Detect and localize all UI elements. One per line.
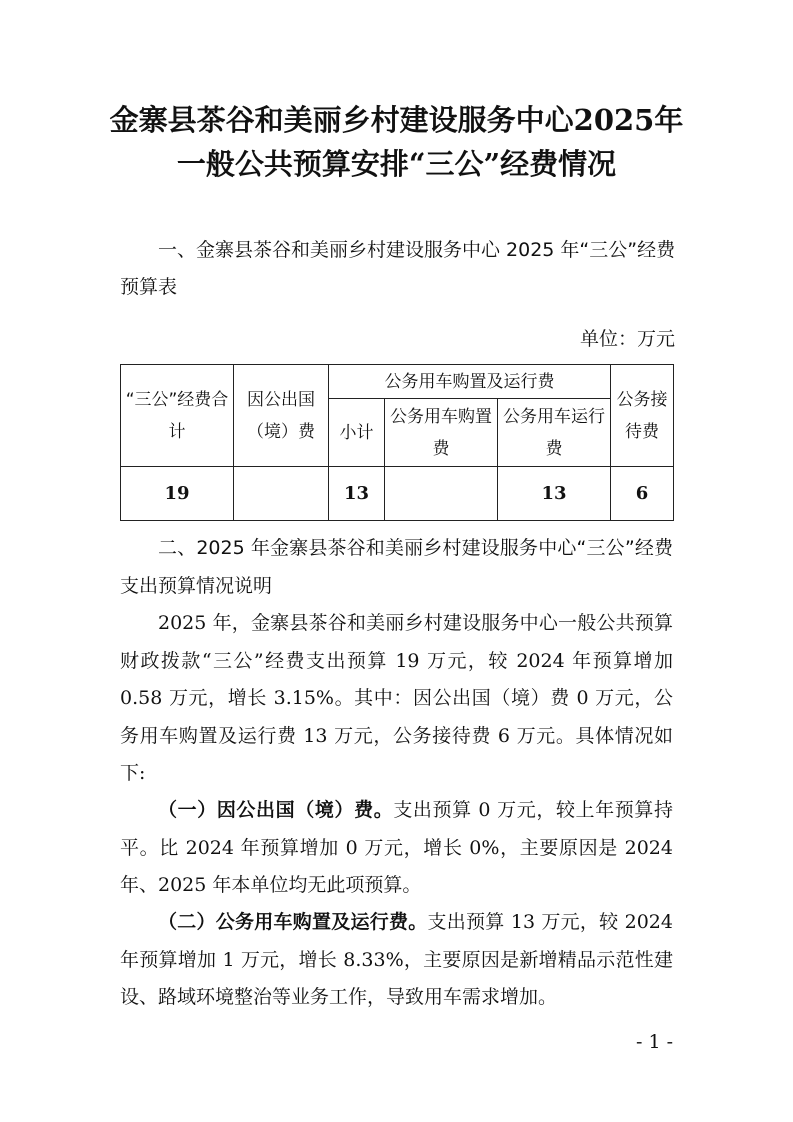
header-operation: 公务用车运行费 [498, 399, 611, 467]
item2-text: 支出预算 13 万元，较 2024 年预算增加 1 万元，增长 8.33%，主要原因是新增精品示范性建设、路域环境整治等业务工作，导致用车需求增加。 [120, 911, 673, 1008]
budget-table [120, 364, 674, 521]
header-vehicle-group: 公务用车购置及运行费 [329, 365, 611, 399]
title-line-2: 一般公共预算安排“三公”经费情况 [176, 147, 617, 181]
table-row [121, 467, 674, 521]
cell-operation: 13 [498, 467, 611, 521]
section2-intro: 2025 年，金寨县茶谷和美丽乡村建设服务中心一般公共预算财政拨款“三公”经费支出预算 19 万元，较 2024 年预算增加 0.58 万元，增长 3.15%。其中：因公出国（境）费 0 万元，公务用车购置及运行费 13 万元，公务接待费 6 万元。具体情况如下: [120, 612, 673, 784]
page-number: - 1 - [635, 1031, 673, 1053]
item1-paragraph [120, 792, 673, 905]
item2-lead: （二）公务用车购置及运行费。 [158, 911, 428, 933]
unit-label: 单位：万元 [579, 328, 675, 350]
header-total: “三公”经费合计 [121, 365, 234, 467]
section2-heading: 二、2025 年金寨县茶谷和美丽乡村建设服务中心“三公”经费支出预算情况说明 [120, 537, 673, 597]
cell-abroad [234, 467, 329, 521]
cell-subtotal: 13 [329, 467, 385, 521]
item2-paragraph [120, 904, 673, 1017]
section1-heading: 一、金寨县茶谷和美丽乡村建设服务中心 2025 年“三公”经费预算表 [120, 239, 676, 298]
item1-lead: （一）因公出国（境）费。 [158, 799, 394, 821]
title-line-1: 金寨县茶谷和美丽乡村建设服务中心2025年 [109, 103, 684, 137]
header-abroad: 因公出国（境）费 [234, 365, 329, 467]
document-title [0, 98, 793, 186]
item1-text: 支出预算 0 万元，较上年预算持平。比 2024 年预算增加 0 万元，增长 0%，主要原因是 2024 年、2025 年本单位均无此项预算。 [120, 799, 673, 896]
header-subtotal: 小计 [329, 399, 385, 467]
header-reception: 公务接待费 [611, 365, 674, 467]
cell-total: 19 [121, 467, 234, 521]
cell-purchase [385, 467, 498, 521]
header-purchase: 公务用车购置费 [385, 399, 498, 467]
cell-reception: 6 [611, 467, 674, 521]
